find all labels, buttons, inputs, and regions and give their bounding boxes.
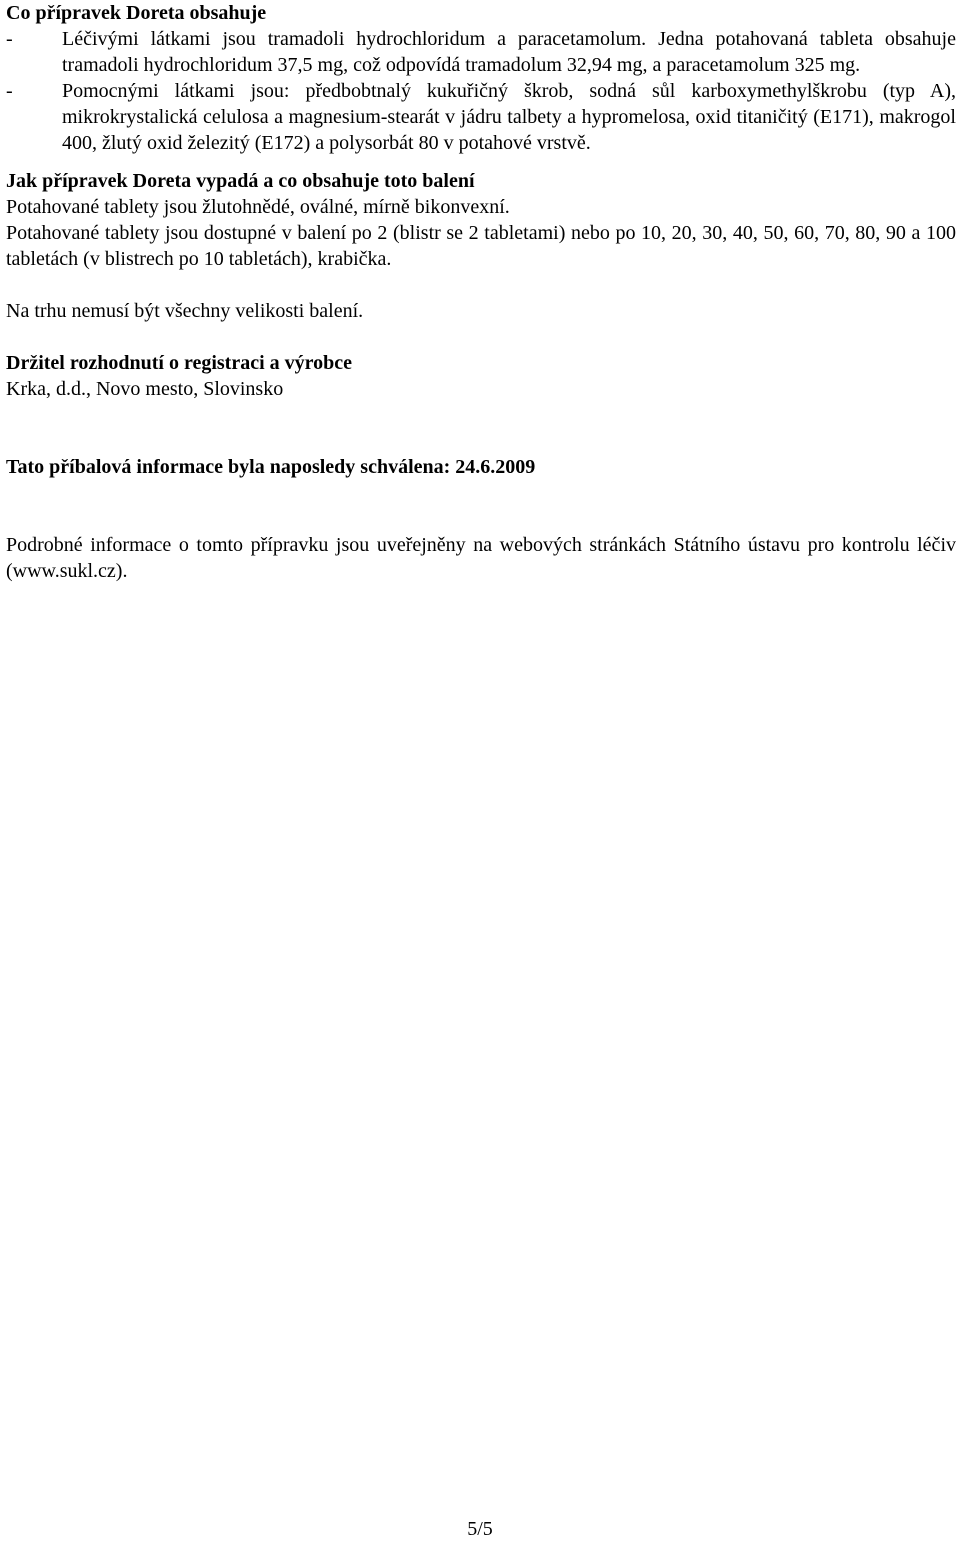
spacer [6, 324, 956, 350]
appearance-heading: Jak přípravek Doreta vypadá a co obsahuje toto balení [6, 170, 475, 192]
spacer [6, 156, 956, 168]
spacer [6, 480, 956, 532]
excipients-item [6, 78, 956, 156]
approval-date-text: Tato příbalová informace byla naposledy schválena: 24.6.2009 [6, 456, 536, 478]
bullet-dash: - [6, 80, 13, 102]
holder-heading: Držitel rozhodnutí o registraci a výrobce [6, 352, 353, 374]
pack-sizes-text: Potahované tablety jsou dostupné v balení po 2 (blistr se 2 tabletami) nebo po 10, 20, 30, 40, 50, 60, 70, 80, 90 a 100 tabletách (v blistrech po 10 tabletách), krabička. [6, 222, 956, 270]
active-substances-item [6, 26, 956, 78]
excipients-text: Pomocnými látkami jsou: předbobtnalý kukuřičný škrob, sodná sůl karboxymethylškrobu (typ A), mikrokrystalická celulosa a magnesium-stearát v jádru talbety a hypromelosa, oxid titaničitý (E171), makrogol 400, žlutý oxid železitý (E172) a polysorbát 80 v potahové vrstvě. [62, 80, 956, 154]
active-substances-text: Léčivými látkami jsou tramadoli hydrochloridum a paracetamolum. Jedna potahovaná tableta obsahuje tramadoli hydrochloridum 37,5 mg, což odpovídá tramadolum 32,94 mg, a paracetamolum 325 mg. [62, 28, 956, 76]
spacer [6, 402, 956, 454]
contents-heading: Co přípravek Doreta obsahuje [6, 2, 267, 24]
appearance-description: Potahované tablety jsou žlutohnědé, oválné, mírně bikonvexní. [6, 196, 510, 218]
spacer [6, 272, 956, 298]
details-text: Podrobné informace o tomto přípravku jsou uveřejněny na webových stránkách Státního ústavu pro kontrolu léčiv (www.sukl.cz). [6, 534, 956, 582]
pack-availability-note: Na trhu nemusí být všechny velikosti balení. [6, 300, 364, 322]
page-number: 5/5 [467, 1518, 493, 1540]
bullet-dash: - [6, 28, 13, 50]
document-page [6, 0, 956, 584]
holder-text: Krka, d.d., Novo mesto, Slovinsko [6, 378, 284, 400]
